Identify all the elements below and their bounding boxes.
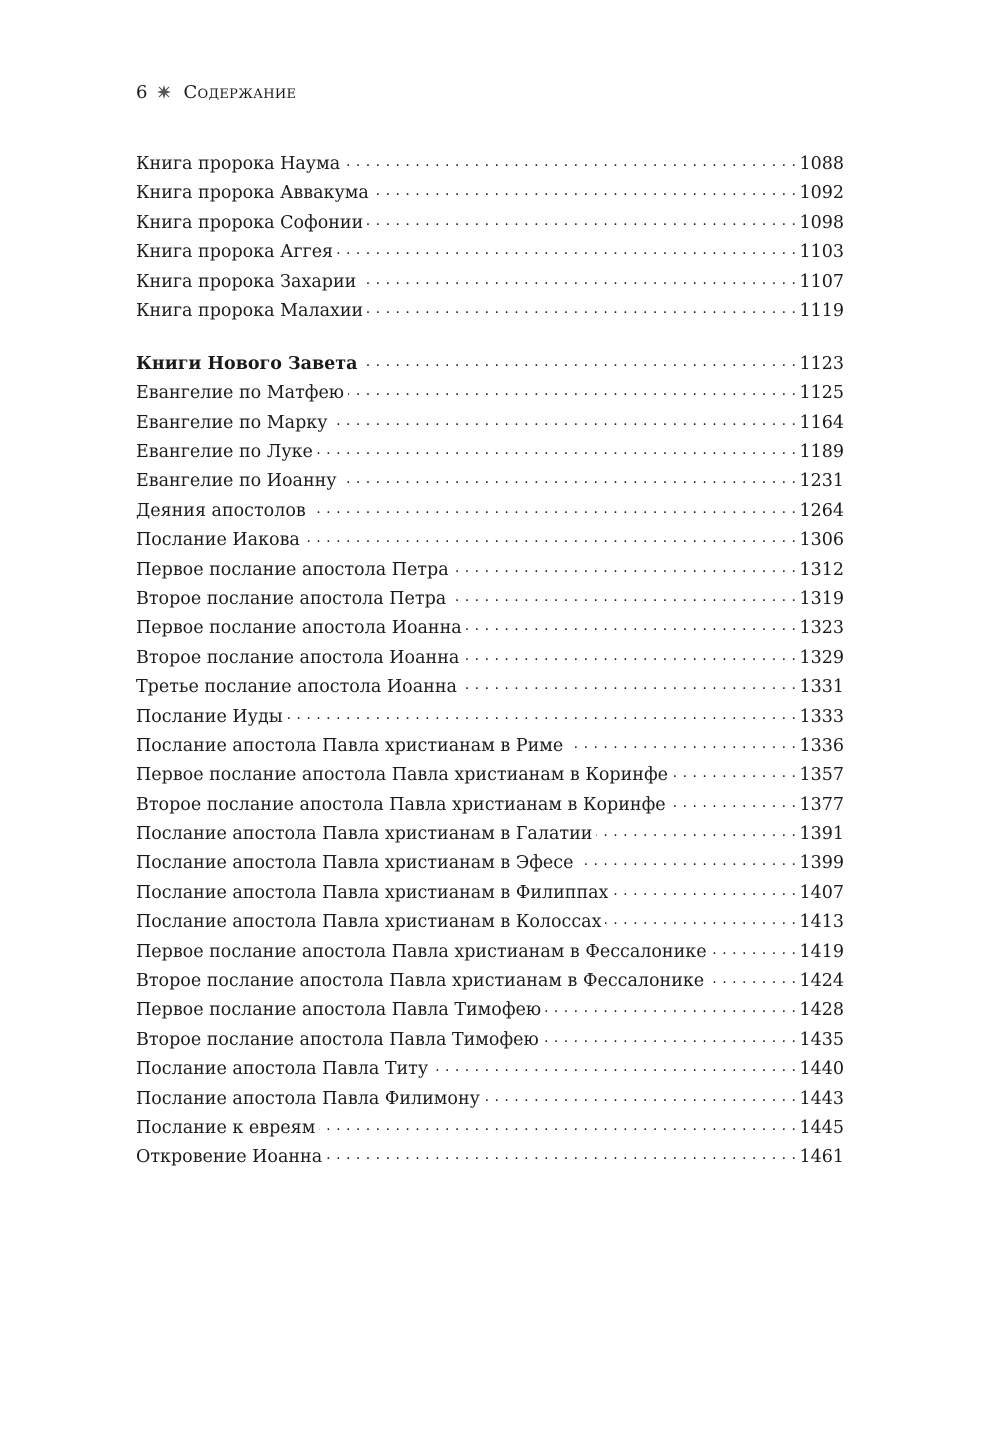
toc-entry-title: Послание апостола Павла Титу bbox=[136, 1059, 429, 1080]
dot-leader bbox=[373, 177, 797, 198]
toc-entry[interactable] bbox=[136, 295, 844, 324]
dot-leader bbox=[360, 266, 796, 287]
dot-leader bbox=[711, 936, 797, 957]
dot-leader bbox=[567, 730, 796, 751]
toc-entry[interactable] bbox=[136, 1053, 844, 1082]
dot-leader bbox=[453, 554, 797, 575]
toc-entry[interactable] bbox=[136, 465, 844, 494]
dot-leader bbox=[466, 612, 797, 633]
toc-entry-page: 1125 bbox=[799, 383, 844, 404]
toc-entry-page: 1306 bbox=[799, 530, 844, 551]
toc-entry-page: 1435 bbox=[799, 1029, 844, 1050]
toc-entry-page: 1312 bbox=[799, 559, 844, 580]
toc-entry[interactable] bbox=[136, 701, 844, 730]
toc-entry-title: Первое послание апостола Павла христианам в Коринфе bbox=[136, 765, 669, 786]
toc-entry[interactable] bbox=[136, 671, 844, 700]
toc-entry[interactable] bbox=[136, 1083, 844, 1112]
star-ornament-icon bbox=[157, 85, 171, 99]
toc-entry-page: 1461 bbox=[799, 1147, 844, 1168]
dot-leader bbox=[348, 377, 796, 398]
dot-leader bbox=[612, 877, 796, 898]
toc-entry[interactable] bbox=[136, 965, 844, 994]
toc-entry-page: 1336 bbox=[799, 735, 844, 756]
toc-entry-page: 1088 bbox=[799, 154, 844, 174]
toc-entry-page: 1391 bbox=[799, 824, 844, 845]
dot-leader bbox=[341, 465, 797, 486]
dot-leader bbox=[337, 236, 796, 257]
toc-entry-title: Евангелие по Иоанну bbox=[136, 471, 337, 492]
toc-entry[interactable] bbox=[136, 1024, 844, 1053]
toc-entry[interactable] bbox=[136, 906, 844, 935]
toc-entry[interactable] bbox=[136, 177, 844, 206]
toc-entry[interactable] bbox=[136, 759, 844, 788]
toc-entry-title: Книги Нового Завета bbox=[136, 353, 358, 374]
toc-entry-page: 1443 bbox=[799, 1088, 844, 1109]
group-spacer bbox=[136, 324, 844, 348]
dot-leader bbox=[367, 207, 796, 228]
toc-entry[interactable] bbox=[136, 1112, 844, 1141]
toc-entry[interactable] bbox=[136, 583, 844, 612]
toc-entry-page: 1377 bbox=[799, 794, 844, 815]
dot-leader bbox=[708, 965, 796, 986]
toc-entry[interactable] bbox=[136, 495, 844, 524]
dot-leader bbox=[287, 701, 797, 722]
toc-entry-page: 1323 bbox=[799, 618, 844, 639]
toc-entry-page: 1264 bbox=[799, 500, 844, 521]
toc-entry-title: Книга пророка Захарии bbox=[136, 271, 357, 292]
toc-entry-title: Книга пророка Наума bbox=[136, 154, 341, 174]
toc-entry-page: 1331 bbox=[799, 677, 844, 698]
toc-entry-title: Евангелие по Марку bbox=[136, 412, 328, 433]
toc-entry-title: Первое послание апостола Иоанна bbox=[136, 618, 462, 639]
toc-entry[interactable] bbox=[136, 407, 844, 436]
toc-page bbox=[136, 78, 844, 1171]
dot-leader bbox=[317, 436, 797, 457]
toc-entry[interactable] bbox=[136, 936, 844, 965]
toc-entry-title: Послание к евреям bbox=[136, 1118, 316, 1138]
toc-entry-page: 1329 bbox=[799, 647, 844, 668]
running-head bbox=[136, 78, 844, 106]
toc-entry-title: Послание апостола Павла христианам в Колоссах bbox=[136, 912, 602, 933]
toc-entry-page: 1164 bbox=[799, 412, 844, 433]
dot-leader bbox=[361, 348, 796, 369]
toc-entry-title: Книга пророка Софонии bbox=[136, 212, 364, 233]
toc-entry-page: 1357 bbox=[799, 765, 844, 786]
toc-entry-page: 1123 bbox=[799, 353, 844, 374]
dot-leader bbox=[310, 495, 797, 516]
toc-entry-title: Евангелие по Матфею bbox=[136, 383, 345, 404]
toc-entry[interactable] bbox=[136, 730, 844, 759]
toc-entry-page: 1103 bbox=[799, 242, 844, 263]
toc-entry-title: Послание апостола Павла христианам в Эфесе bbox=[136, 853, 574, 874]
dot-leader bbox=[332, 407, 797, 428]
toc-entry-title: Послание апостола Павла христианам в Филиппах bbox=[136, 882, 609, 903]
toc-entry-page: 1445 bbox=[799, 1118, 844, 1138]
toc-entry-page: 1407 bbox=[799, 882, 844, 903]
toc-entry-title: Евангелие по Луке bbox=[136, 442, 313, 463]
dot-leader bbox=[543, 1024, 797, 1045]
dot-leader bbox=[432, 1053, 796, 1074]
toc-entry-title: Книга пророка Аввакума bbox=[136, 183, 369, 204]
toc-entry[interactable] bbox=[136, 524, 844, 553]
toc-entry-title: Второе послание апостола Павла Тимофею bbox=[136, 1029, 539, 1050]
toc-entry-title: Третье послание апостола Иоанна bbox=[136, 677, 457, 698]
toc-entry-page: 1231 bbox=[799, 471, 844, 492]
toc-entry-title: Откровение Иоанна bbox=[136, 1147, 323, 1168]
dot-leader bbox=[344, 148, 796, 169]
toc-entry[interactable] bbox=[136, 994, 844, 1023]
toc-entry-title: Второе послание апостола Павла христианам в Коринфе bbox=[136, 794, 666, 815]
toc-entry-title: Книга пророка Малахии bbox=[136, 300, 364, 321]
toc-entry-page: 1399 bbox=[799, 853, 844, 874]
toc-entry[interactable] bbox=[136, 1141, 844, 1170]
dot-leader bbox=[484, 1083, 797, 1104]
toc-entry-title: Послание Иакова bbox=[136, 530, 300, 551]
dot-leader bbox=[367, 295, 796, 316]
dot-leader bbox=[326, 1141, 796, 1162]
dot-leader bbox=[605, 906, 796, 927]
page-number: 6 bbox=[136, 81, 148, 103]
toc-entry[interactable] bbox=[136, 436, 844, 465]
toc-entry-title: Деяния апостолов bbox=[136, 500, 306, 521]
toc-entry[interactable] bbox=[136, 207, 844, 236]
dot-leader bbox=[577, 847, 796, 868]
toc-entry[interactable] bbox=[136, 266, 844, 295]
toc-entry-page: 1098 bbox=[799, 212, 844, 233]
toc-entry[interactable] bbox=[136, 148, 844, 177]
toc-entry-page: 1319 bbox=[799, 588, 844, 609]
toc-entry[interactable] bbox=[136, 612, 844, 641]
toc-entry[interactable] bbox=[136, 554, 844, 583]
toc-entry-title: Первое послание апостола Павла Тимофею bbox=[136, 1000, 542, 1021]
toc-entry[interactable] bbox=[136, 789, 844, 818]
toc-entry[interactable] bbox=[136, 877, 844, 906]
toc-entry-page: 1419 bbox=[799, 941, 844, 962]
dot-leader bbox=[670, 789, 797, 810]
dot-leader bbox=[596, 818, 796, 839]
toc-entry-page: 1413 bbox=[799, 912, 844, 933]
dot-leader bbox=[461, 671, 797, 692]
toc-entry-page: 1428 bbox=[799, 1000, 844, 1021]
toc-group-new-testament bbox=[136, 348, 844, 1171]
toc-entry-title: Второе послание апостола Петра bbox=[136, 588, 447, 609]
toc-entry[interactable] bbox=[136, 236, 844, 265]
toc-entry-page: 1119 bbox=[799, 300, 844, 321]
toc-entry-page: 1107 bbox=[799, 271, 844, 292]
toc-entry-title: Послание апостола Павла христианам в Риме bbox=[136, 735, 564, 756]
dot-leader bbox=[672, 759, 796, 780]
toc-entry[interactable] bbox=[136, 818, 844, 847]
toc-entry-title: Второе послание апостола Иоанна bbox=[136, 647, 460, 668]
toc-entry-page: 1092 bbox=[799, 183, 844, 204]
toc-entry-page: 1189 bbox=[799, 442, 844, 463]
toc-entry[interactable] bbox=[136, 377, 844, 406]
toc-entry-page: 1333 bbox=[799, 706, 844, 727]
toc-group-old-testament bbox=[136, 148, 844, 324]
dot-leader bbox=[545, 994, 796, 1015]
toc-entry-title: Первое послание апостола Петра bbox=[136, 559, 449, 580]
toc-entry[interactable] bbox=[136, 847, 844, 876]
toc-entry[interactable] bbox=[136, 642, 844, 671]
toc-entry-title: Книга пророка Аггея bbox=[136, 242, 334, 263]
dot-leader bbox=[450, 583, 796, 604]
dot-leader bbox=[304, 524, 797, 545]
dot-leader bbox=[319, 1112, 796, 1133]
toc-entry-title: Послание апостола Павла Филимону bbox=[136, 1088, 480, 1109]
toc-entry-title: Первое послание апостола Павла христианам в Фессалонике bbox=[136, 941, 707, 962]
toc-entry-title: Второе послание апостола Павла христианам в Фессалонике bbox=[136, 971, 705, 992]
toc-entry-page: 1440 bbox=[799, 1059, 844, 1080]
toc-entry-page: 1424 bbox=[799, 971, 844, 992]
toc-entry-title: Послание апостола Павла христианам в Галатии bbox=[136, 824, 593, 845]
section-title: Содержание bbox=[183, 81, 297, 103]
toc-section-heading[interactable] bbox=[136, 348, 844, 377]
toc-entry-title: Послание Иуды bbox=[136, 706, 283, 727]
dot-leader bbox=[463, 642, 796, 663]
